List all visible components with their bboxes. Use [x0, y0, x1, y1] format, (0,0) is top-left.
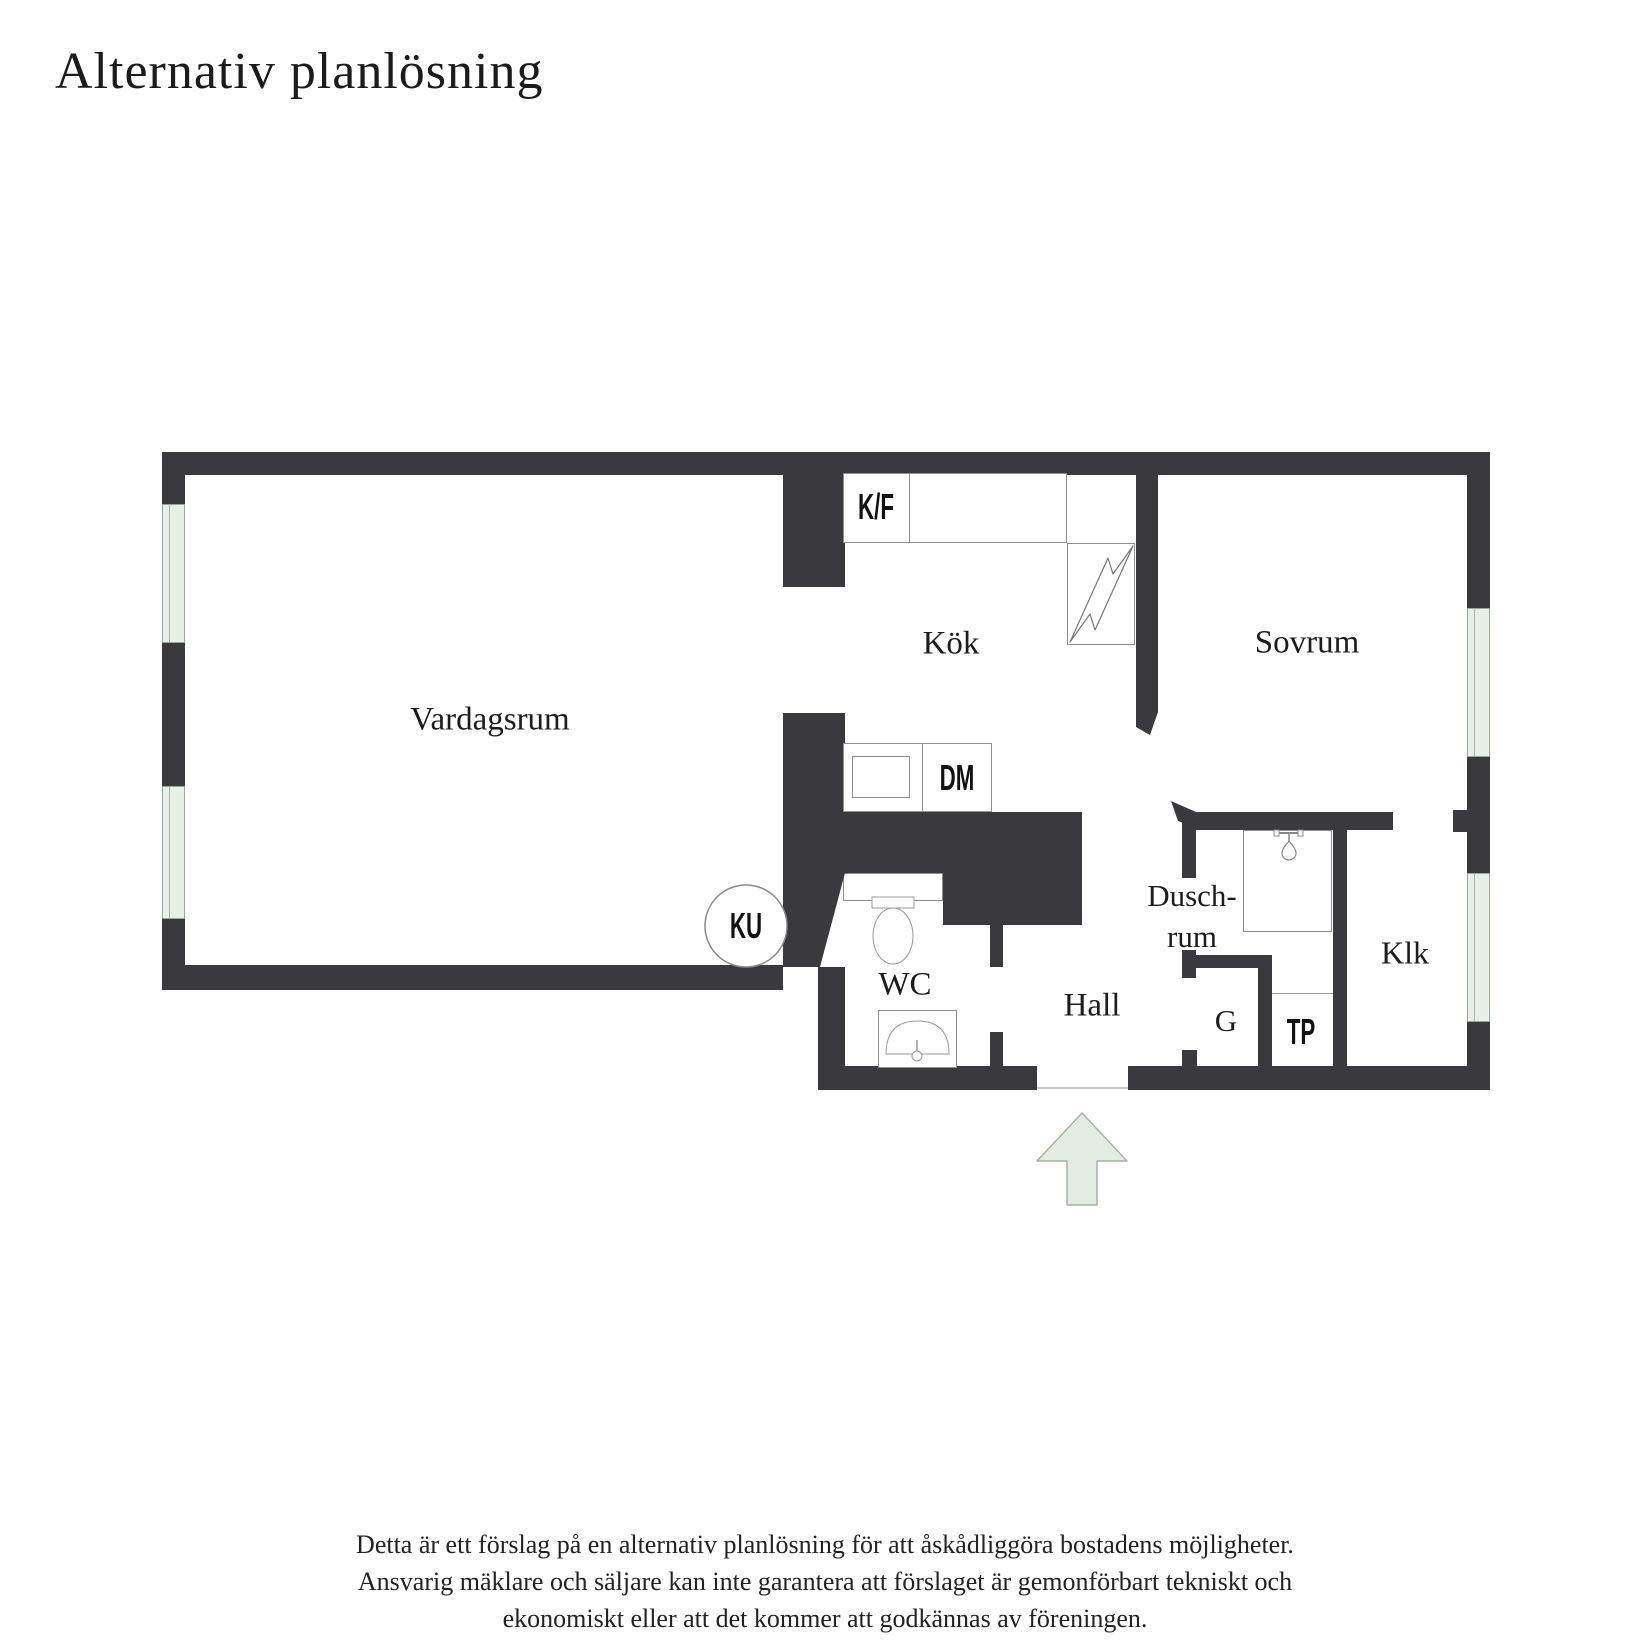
- room-label-vardagsrum: Vardagsrum: [410, 701, 570, 738]
- fixture-label-drying-cabinet: TP: [1286, 1011, 1316, 1052]
- disclaimer-line-1: Detta är ett förslag på en alternativ planlösning för att åskådliggöra bostadens möjligheter.: [356, 1530, 1294, 1559]
- wc-sink-drain: [912, 1051, 922, 1061]
- toilet-tank: [872, 897, 914, 908]
- room-label-hall: Hall: [1063, 987, 1121, 1024]
- disclaimer-text: [0, 1526, 1650, 1637]
- fixture-label-fridge-freezer: K/F: [858, 486, 894, 527]
- duschrum-wall-tip: [1171, 801, 1196, 828]
- room-label-duschrum-line2: rum: [1167, 919, 1217, 954]
- room-label-sovrum: Sovrum: [1254, 624, 1360, 661]
- wc-door-leaf: [783, 873, 845, 967]
- lightning-bolt-icon: [1070, 546, 1133, 642]
- room-label-kok: Kök: [922, 625, 980, 662]
- disclaimer-line-2: Ansvarig mäklare och säljare kan inte garantera att förslaget är gemonförbart tekniskt och: [357, 1567, 1293, 1596]
- sovrum-wall-tip: [1136, 703, 1158, 735]
- shower-bar-end-left: [1274, 830, 1279, 836]
- room-label-garderob: G: [1214, 1003, 1238, 1038]
- room-label-klk: Klk: [1381, 934, 1429, 971]
- shower-drop-icon: [1282, 841, 1296, 860]
- room-label-duschrum-line1: Dusch-: [1147, 878, 1237, 913]
- page-title: Alternativ planlösning: [55, 43, 544, 100]
- fixture-label-tiled-stove: KU: [729, 905, 763, 946]
- shower-bar-end-right: [1298, 830, 1303, 836]
- fixture-label-dishwasher: DM: [939, 757, 975, 798]
- toilet-bowl: [873, 908, 913, 964]
- disclaimer-line-3: ekonomiskt eller att det kommer att godkännas av föreningen.: [502, 1604, 1148, 1633]
- room-label-wc: WC: [878, 966, 932, 1003]
- entry-arrow-icon: [1037, 1113, 1127, 1205]
